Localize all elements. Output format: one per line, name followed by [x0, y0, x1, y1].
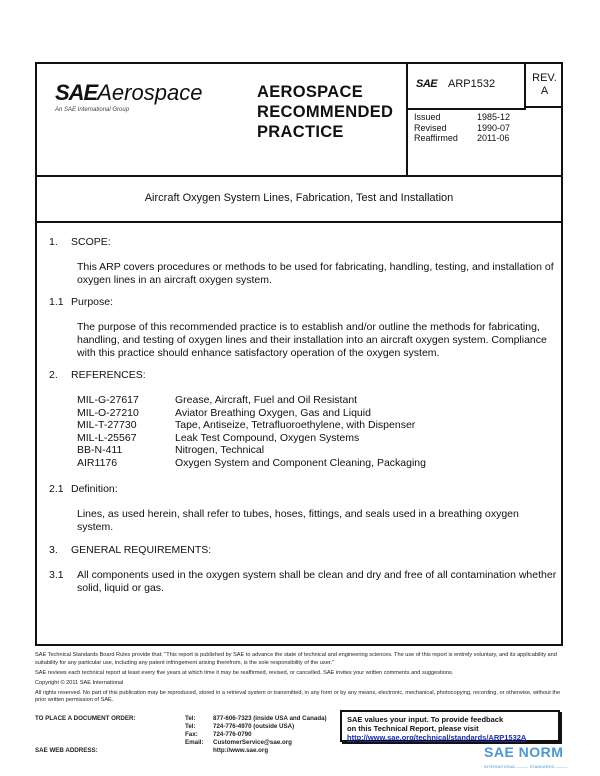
- section-text: Lines, as used herein, shall refer to tubes, hoses, fittings, and seals used in a breathing oxygen system.: [77, 508, 519, 533]
- logo-brand: SAE: [55, 80, 98, 105]
- feedback-link[interactable]: http://www.sae.org/technical/standards/ARP1532A: [347, 733, 527, 742]
- reference-code: BB-N-411: [77, 444, 123, 457]
- document-info-box: [406, 64, 563, 175]
- reference-row: [77, 419, 426, 432]
- logo-name: Aerospace: [97, 80, 203, 105]
- document-number-cell: [408, 64, 526, 110]
- watermark-logo: [484, 744, 563, 760]
- footer-review-text: SAE reviews each technical report at least every five years at which time it may be reaffirmed, revised, or cancelled. SAE invites your written comments and suggestions.: [35, 669, 454, 676]
- document-frame: [35, 62, 563, 646]
- section-number: 3.: [49, 544, 58, 556]
- section-number: 2.1: [49, 483, 64, 495]
- section-text: All components used in the oxygen system shall be clean and dry and free of all contamination whether solid, liquid or gas.: [77, 569, 557, 594]
- contact-key: Fax:: [185, 731, 198, 738]
- section-heading: [49, 369, 146, 382]
- logo-tagline: An SAE International Group: [55, 107, 130, 113]
- section-title: Purpose:: [71, 296, 114, 308]
- reference-row: [77, 432, 426, 445]
- section-heading: [49, 483, 118, 496]
- legal-footer: [35, 652, 565, 707]
- reference-row: [77, 444, 426, 457]
- date-row: [414, 112, 510, 123]
- doc-type-line: RECOMMENDED: [257, 103, 394, 121]
- section-title: GENERAL REQUIREMENTS:: [71, 544, 212, 556]
- doc-type-line: AEROSPACE: [257, 83, 363, 101]
- section-heading: [49, 569, 71, 582]
- contact-value: 877-606-7323 (inside USA and Canada): [213, 715, 327, 722]
- contact-key: Email:: [185, 739, 204, 746]
- footer-rights-text: All rights reserved. No part of this publication may be reproduced, stored in a retrieval system or transmitted, in any form or by any means, electronic, mechanical, photocopying, recording, or otherwise, without the prior written permission of SAE.: [35, 689, 561, 703]
- reference-row: [77, 457, 426, 470]
- date-row: [414, 123, 510, 134]
- revision-label: REV.: [532, 72, 557, 84]
- sae-mini-logo: SAE: [416, 78, 438, 90]
- reference-code: AIR1176: [77, 456, 118, 469]
- sae-aerospace-logo: [55, 80, 202, 113]
- date-row: [414, 133, 510, 144]
- section-title: SCOPE:: [71, 236, 111, 248]
- section-number: 2.: [49, 369, 58, 381]
- contact-key: Tel:: [185, 715, 196, 722]
- doc-type-line: PRACTICE: [257, 123, 344, 141]
- web-label: SAE WEB ADDRESS:: [35, 747, 98, 754]
- section-title: Definition:: [71, 483, 118, 495]
- footer-rules-text: SAE Technical Standards Board Rules provide that: "This report is published by SAE to advance the state of technical and engineering sciences. The use of this report is entirely voluntary, and its applicability and suitability for any particular use, including any patent infringement arising therefrom, is the sole responsibility of the user.": [35, 652, 557, 666]
- feedback-text: on this Technical Report, please visit: [347, 724, 479, 733]
- reference-code: MIL-L-25567: [77, 431, 137, 444]
- footer-copyright: Copyright © 2011 SAE International: [35, 679, 124, 686]
- reference-desc: Aviator Breathing Oxygen, Gas and Liquid: [175, 406, 371, 419]
- order-label: TO PLACE A DOCUMENT ORDER:: [35, 715, 136, 722]
- revision-cell: [526, 64, 563, 108]
- document-dates: [414, 112, 510, 144]
- reference-code: MIL-T-27730: [77, 419, 137, 432]
- web-link[interactable]: http://www.sae.org: [213, 747, 269, 754]
- references-list: [77, 394, 426, 470]
- section-heading: [49, 544, 211, 557]
- section-text: The purpose of this recommended practice is to establish and/or outline the methods for fabricating, handling, and testing of oxygen lines and their installation into an aircraft oxygen system. Compliance with this practice should enhance satisfactory operation of the oxygen system.: [77, 321, 547, 359]
- date-value: 1990-07: [477, 122, 511, 133]
- reference-desc: Grease, Aircraft, Fuel and Oil Resistant: [175, 394, 358, 406]
- feedback-text: SAE values your input. To provide feedback: [347, 715, 504, 724]
- section-heading: [49, 296, 113, 309]
- section-text: This ARP covers procedures or methods to be used for fabricating, handling, testing, and installation of oxygen lines in an aircraft oxygen system.: [77, 261, 554, 286]
- reference-desc: Nitrogen, Technical: [175, 444, 265, 457]
- reference-row: [77, 394, 426, 407]
- section-number: 3.1: [49, 569, 64, 581]
- section-number: 1.: [49, 236, 58, 248]
- section-title: REFERENCES:: [71, 369, 146, 381]
- document-title: Aircraft Oxygen System Lines, Fabrication, Test and Installation: [37, 175, 561, 223]
- date-value: 2011-06: [477, 133, 510, 143]
- document-type: [257, 82, 393, 142]
- contact-key: Tel:: [185, 723, 196, 730]
- reference-code: MIL-O-27210: [77, 406, 139, 419]
- section-number: 1.1: [49, 296, 64, 308]
- section-heading: [49, 236, 111, 249]
- date-label: Issued: [414, 112, 441, 122]
- reference-desc: Tape, Antiseize, Tetrafluoroethylene, with Dispenser: [175, 419, 416, 432]
- contact-value: 724-776-0790: [213, 731, 252, 738]
- document-number: ARP1532: [448, 78, 496, 90]
- date-label: Revised: [414, 122, 447, 133]
- reference-desc: Leak Test Compound, Oxygen Systems: [175, 431, 360, 444]
- watermark-sub: INTERNATIONAL ——— STANDARDS ———: [484, 764, 568, 769]
- date-value: 1985-12: [477, 112, 511, 122]
- reference-row: [77, 407, 426, 420]
- revision-value: A: [540, 85, 549, 97]
- contact-value: 724-776-4970 (outside USA): [213, 723, 295, 730]
- document-header: [37, 64, 561, 177]
- email-link[interactable]: CustomerService@sae.org: [213, 739, 292, 746]
- date-label: Reaffirmed: [414, 133, 458, 143]
- feedback-box: [340, 710, 560, 742]
- reference-desc: Oxygen System and Component Cleaning, Packaging: [175, 456, 426, 469]
- reference-code: MIL-G-27617: [77, 394, 139, 406]
- watermark-text: SAE NORM: [484, 744, 564, 760]
